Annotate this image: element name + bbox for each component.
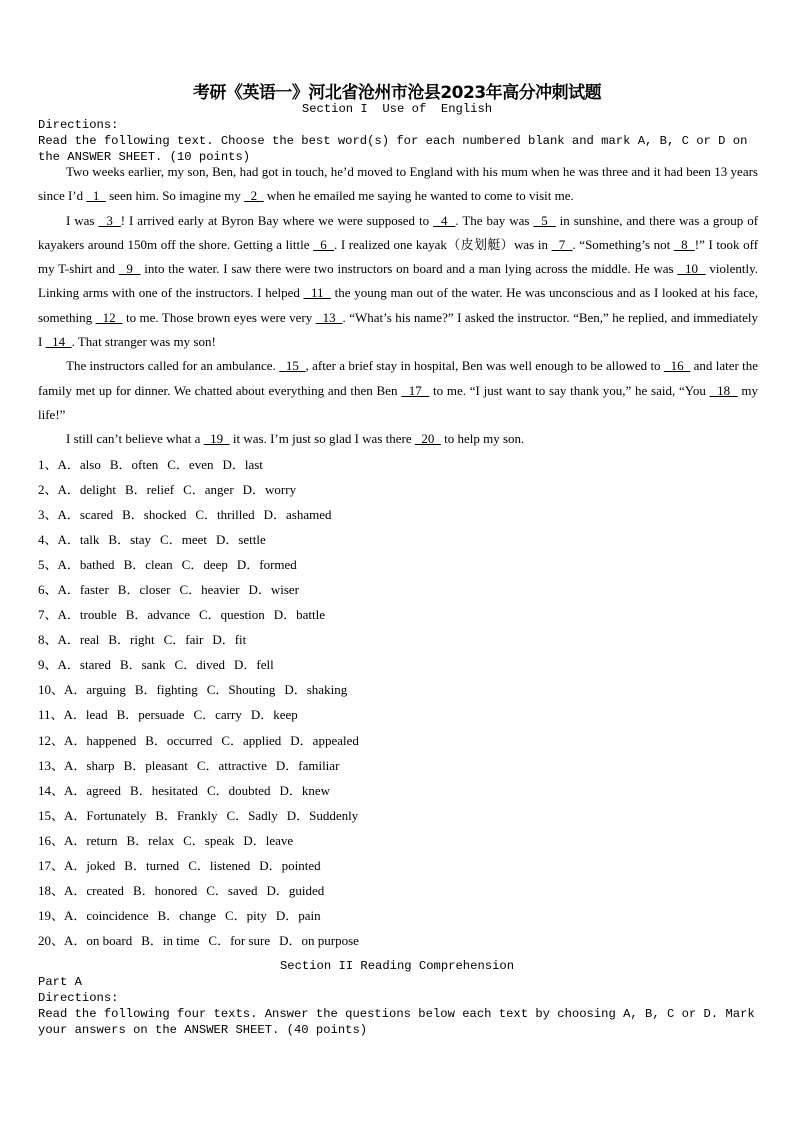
passage-paragraph bbox=[38, 354, 758, 427]
answer-option: A．coincidence bbox=[64, 907, 149, 923]
answer-option: D．familiar bbox=[275, 757, 340, 773]
question-options bbox=[38, 552, 368, 577]
passage-text: I was bbox=[66, 212, 99, 228]
answer-option: D．formed bbox=[236, 557, 297, 573]
passage-text: ! I arrived early at Byron Bay where we were supposed to bbox=[120, 212, 434, 228]
answer-option: D．pain bbox=[275, 907, 321, 923]
answer-option: B．change bbox=[157, 907, 216, 923]
answer-option: D．keep bbox=[250, 707, 298, 723]
question-number: 9、 bbox=[38, 657, 58, 673]
numbered-blank: 14 bbox=[45, 334, 72, 350]
answer-option: B．persuade bbox=[116, 707, 185, 723]
answer-option: D．leave bbox=[243, 832, 294, 848]
section-1-heading: Section I Use of English bbox=[301, 102, 493, 116]
question-number: 11、 bbox=[38, 707, 64, 723]
numbered-blank: 2 bbox=[244, 188, 264, 204]
question-options bbox=[38, 652, 368, 677]
question-number: 13、 bbox=[38, 757, 65, 773]
numbered-blank: 5 bbox=[533, 212, 556, 228]
question-options bbox=[38, 803, 368, 828]
answer-option: A．arguing bbox=[64, 682, 126, 698]
passage-text: . “Something’s not bbox=[572, 236, 674, 252]
answer-option: C．doubted bbox=[206, 782, 271, 798]
passage-text: the young man out of the water. He was unconscious and as I looked at his face, something bbox=[38, 285, 759, 325]
question-options bbox=[38, 627, 368, 652]
question-options bbox=[38, 452, 368, 477]
question-number: 1、 bbox=[38, 457, 58, 472]
answer-option: D．battle bbox=[273, 607, 325, 623]
answer-option: D．knew bbox=[279, 782, 331, 798]
answer-option: B．closer bbox=[117, 582, 171, 598]
answer-option: B．relief bbox=[125, 482, 175, 498]
answer-option: B．relax bbox=[126, 832, 175, 848]
answer-option: D．on purpose bbox=[279, 932, 359, 948]
answer-option: B．stay bbox=[108, 532, 152, 548]
passage-text: in sunshine, and there was a group of kayakers around 150m off the shore. Getting a little bbox=[38, 212, 759, 252]
question-options bbox=[38, 502, 368, 527]
answer-option: D．fell bbox=[234, 657, 274, 673]
answer-option: A．sharp bbox=[64, 757, 115, 773]
numbered-blank: 3 bbox=[98, 212, 121, 228]
answer-option: D．fit bbox=[212, 632, 247, 648]
numbered-blank: 9 bbox=[118, 261, 141, 277]
answer-option: A．also bbox=[57, 457, 101, 472]
passage-text: Two weeks earlier, my son, Ben, had got in touch, he’d moved to England with his mum when he was three and it had been 13 years since I’d bbox=[38, 164, 758, 204]
answer-option: D．appealed bbox=[290, 732, 359, 748]
answer-option: C．for sure bbox=[208, 932, 271, 948]
numbered-blank: 4 bbox=[433, 212, 456, 228]
answer-option: D．settle bbox=[215, 532, 266, 548]
answer-option: C．applied bbox=[221, 732, 282, 748]
question-options bbox=[38, 728, 368, 753]
section-2-heading: Section II Reading Comprehension bbox=[279, 959, 515, 973]
answer-option: A．created bbox=[64, 882, 124, 898]
question-number: 17、 bbox=[38, 857, 65, 873]
answer-option: B．hesitated bbox=[130, 782, 198, 798]
passage-paragraph bbox=[38, 209, 758, 355]
question-number: 19、 bbox=[38, 907, 65, 923]
numbered-blank: 17 bbox=[401, 382, 430, 398]
answer-option: B．right bbox=[108, 632, 155, 648]
passage-text: into the water. I saw there were two instructors on board and a man lying across the middle. He was bbox=[140, 261, 678, 277]
passage-text: . That stranger was my son! bbox=[71, 334, 216, 350]
answer-option: A．return bbox=[64, 832, 118, 848]
answer-option: C．question bbox=[199, 607, 265, 623]
passage-text: . The bay was bbox=[455, 212, 534, 228]
answer-option: C．pity bbox=[224, 907, 267, 923]
question-number: 14、 bbox=[38, 782, 65, 798]
section-1-directions bbox=[38, 117, 758, 165]
question-options bbox=[38, 778, 368, 803]
passage-text: The instructors called for an ambulance. bbox=[66, 358, 280, 374]
section-2-directions bbox=[38, 974, 758, 1038]
numbered-blank: 19 bbox=[203, 431, 230, 447]
answer-option: B．advance bbox=[125, 607, 190, 623]
answer-option: C．Sadly bbox=[226, 807, 278, 823]
question-options bbox=[38, 702, 368, 727]
passage-text: it was. I’m just so glad I was there bbox=[229, 431, 415, 447]
question-options bbox=[38, 577, 368, 602]
answer-option: C．anger bbox=[183, 482, 234, 498]
answer-option: B．clean bbox=[123, 557, 173, 573]
answer-option: D．pointed bbox=[259, 857, 321, 873]
question-options bbox=[38, 928, 368, 953]
question-number: 15、 bbox=[38, 807, 65, 823]
answer-option: C．dived bbox=[174, 657, 226, 673]
question-options bbox=[38, 828, 368, 853]
question-number: 20、 bbox=[38, 932, 65, 948]
question-options bbox=[38, 903, 368, 928]
answer-option: B．pleasant bbox=[123, 757, 188, 773]
exam-title: 考研《英语一》河北省沧州市沧县2023年高分冲刺试题 bbox=[192, 83, 602, 103]
answer-option: C．speak bbox=[183, 832, 235, 848]
passage-text: to help my son. bbox=[440, 431, 525, 447]
answer-option: A．delight bbox=[57, 482, 117, 498]
passage-text: I still can’t believe what a bbox=[66, 431, 204, 447]
numbered-blank: 20 bbox=[414, 431, 441, 447]
directions-text: Read the following four texts. Answer the questions below each text by choosing A, B, C or D. Mark your answers on the ANSWER SHEET. (40 points) bbox=[38, 1007, 755, 1037]
part-label: Part A bbox=[38, 975, 82, 989]
answer-option: B．shocked bbox=[122, 507, 187, 523]
cloze-passage bbox=[38, 160, 758, 452]
question-number: 5、 bbox=[38, 557, 58, 573]
answer-option: D．last bbox=[222, 457, 263, 472]
options-list bbox=[38, 452, 368, 953]
question-options bbox=[38, 878, 368, 903]
answer-option: D．wiser bbox=[248, 582, 299, 598]
numbered-blank: 7 bbox=[551, 236, 573, 252]
passage-text: , after a brief stay in hospital, Ben was well enough to be allowed to bbox=[305, 358, 664, 374]
passage-text: my life!” bbox=[38, 382, 758, 422]
question-number: 3、 bbox=[38, 507, 58, 523]
answer-option: B．sank bbox=[119, 657, 166, 673]
answer-option: A．real bbox=[57, 632, 100, 648]
question-number: 16、 bbox=[38, 832, 65, 848]
passage-text: when he emailed me saying he wanted to come to visit me. bbox=[263, 188, 574, 204]
answer-option: C．even bbox=[167, 457, 214, 472]
directions-text: Read the following text. Choose the best word(s) for each numbered blank and mark A, B, C or D on the ANSWER SHEET. (10 points) bbox=[38, 134, 748, 164]
answer-option: A．trouble bbox=[57, 607, 117, 623]
answer-option: A．lead bbox=[63, 707, 108, 723]
question-number: 7、 bbox=[38, 607, 58, 623]
question-options bbox=[38, 677, 368, 702]
question-number: 2、 bbox=[38, 482, 58, 498]
answer-option: B．occurred bbox=[145, 732, 213, 748]
question-number: 4、 bbox=[38, 532, 58, 548]
answer-option: D．Suddenly bbox=[286, 807, 359, 823]
passage-text: . I realized one kayak（皮划艇）was in bbox=[334, 236, 552, 252]
answer-option: C．carry bbox=[193, 707, 242, 723]
answer-option: A．joked bbox=[64, 857, 116, 873]
numbered-blank: 6 bbox=[313, 236, 335, 252]
numbered-blank: 8 bbox=[673, 236, 695, 252]
question-options bbox=[38, 477, 368, 502]
passage-text: seen him. So imagine my bbox=[105, 188, 245, 204]
answer-option: C．attractive bbox=[196, 757, 267, 773]
question-options bbox=[38, 602, 368, 627]
answer-option: C．Shouting bbox=[206, 682, 276, 698]
numbered-blank: 1 bbox=[86, 188, 106, 204]
numbered-blank: 13 bbox=[315, 309, 343, 325]
answer-option: C．deep bbox=[181, 557, 228, 573]
answer-option: D．worry bbox=[242, 482, 297, 498]
answer-option: B．in time bbox=[141, 932, 200, 948]
numbered-blank: 18 bbox=[709, 382, 738, 398]
answer-option: C．meet bbox=[160, 532, 207, 548]
question-number: 12、 bbox=[38, 732, 65, 748]
passage-text: and later the family met up for dinner. We chatted about everything and then Ben bbox=[38, 358, 759, 398]
directions-label: Directions: bbox=[38, 118, 119, 132]
passage-text: !” I took off my T-shirt and bbox=[38, 236, 759, 277]
numbered-blank: 15 bbox=[279, 358, 306, 374]
numbered-blank: 11 bbox=[303, 285, 331, 301]
answer-option: A．talk bbox=[57, 532, 100, 548]
answer-option: A．bathed bbox=[57, 557, 115, 573]
question-number: 6、 bbox=[38, 582, 58, 598]
answer-option: A．scared bbox=[57, 507, 114, 523]
passage-text: to me. Those brown eyes were very bbox=[122, 309, 316, 325]
answer-option: A．happened bbox=[64, 732, 137, 748]
passage-text: to me. “I just want to say thank you,” he said, “You bbox=[429, 382, 710, 398]
answer-option: D．guided bbox=[266, 882, 325, 898]
answer-option: A．faster bbox=[57, 582, 109, 598]
numbered-blank: 16 bbox=[663, 358, 691, 374]
question-options bbox=[38, 527, 368, 552]
answer-option: A．on board bbox=[64, 932, 133, 948]
answer-option: A．agreed bbox=[64, 782, 122, 798]
passage-text: violently. Linking arms with one of the instructors. I helped bbox=[38, 261, 759, 301]
answer-option: D．shaking bbox=[284, 682, 348, 698]
passage-paragraph bbox=[38, 160, 758, 209]
directions-label: Directions: bbox=[38, 991, 119, 1005]
answer-option: A．stared bbox=[57, 657, 111, 673]
answer-option: D．ashamed bbox=[263, 507, 332, 523]
answer-option: B．turned bbox=[124, 857, 180, 873]
answer-option: B．honored bbox=[132, 882, 198, 898]
question-number: 8、 bbox=[38, 632, 58, 648]
numbered-blank: 10 bbox=[677, 261, 706, 277]
answer-option: A．Fortunately bbox=[64, 807, 147, 823]
answer-option: C．saved bbox=[206, 882, 258, 898]
question-number: 18、 bbox=[38, 882, 65, 898]
answer-option: C．fair bbox=[163, 632, 204, 648]
answer-option: C．listened bbox=[188, 857, 251, 873]
answer-option: B．Frankly bbox=[155, 807, 218, 823]
question-number: 10、 bbox=[38, 682, 65, 698]
numbered-blank: 12 bbox=[95, 309, 123, 325]
answer-option: C．heavier bbox=[179, 582, 240, 598]
question-options bbox=[38, 853, 368, 878]
passage-text: . “What’s his name?” I asked the instructor. “Ben,” he replied, and immediately I bbox=[38, 309, 759, 350]
passage-paragraph bbox=[38, 427, 758, 451]
answer-option: B．fighting bbox=[134, 682, 198, 698]
answer-option: B．often bbox=[109, 457, 159, 472]
question-options bbox=[38, 753, 368, 778]
answer-option: C．thrilled bbox=[195, 507, 255, 523]
